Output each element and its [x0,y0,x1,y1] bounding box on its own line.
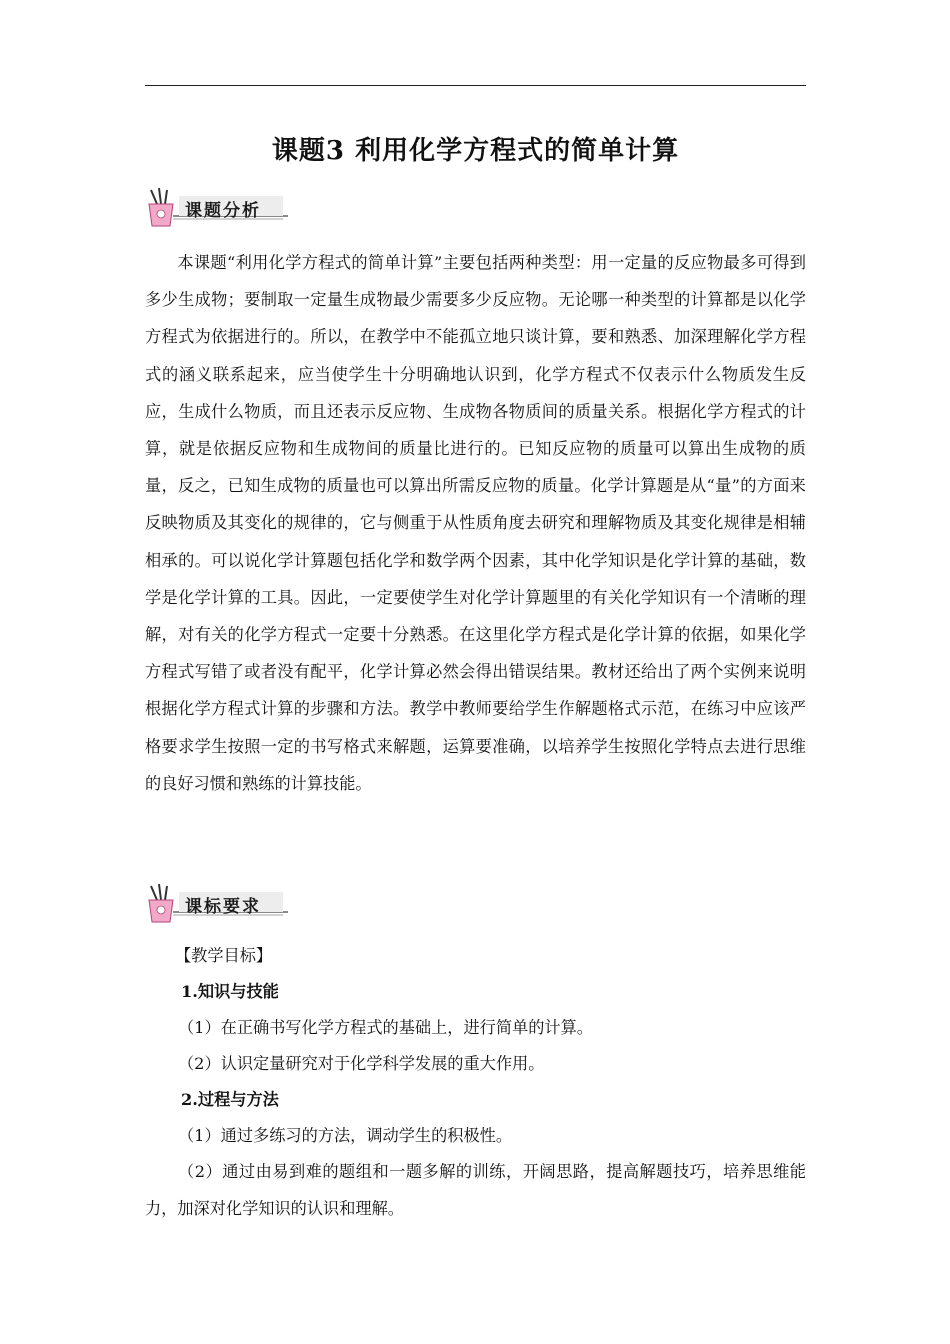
section-label-requirements: 课标要求 [185,897,261,917]
goals-heading: 【教学目标】 [175,946,273,965]
process-heading: 2.过程与方法 [181,1090,279,1109]
section-label-analysis: 课题分析 [185,201,261,221]
analysis-paragraph: 本课题“利用化学方程式的简单计算”主要包括两种类型：用一定量的反应物最多可得到多少生成物；要制取一定量生成物最少需要多少反应物。无论哪一种类型的计算都是以化学方程式为依据进行的。所以，在教学中不能孤立地只谈计算，要和熟悉、加深理解化学方程式的涵义联系起来，应当使学生十分明确地认识到，化学方程式不仅表示什么物质发生反应，生成什么物质，而且还表示反应物、生成物各物质间的质量关系。根据化学方程式的计算，就是依据反应物和生成物间的质量比进行的。已知反应物的质量可以算出生成物的质量，反之，已知生成物的质量也可以算出所需反应物的质量。化学计算题是从“量”的方面来反映物质及其变化的规律的，它与侧重于从性质角度去研究和理解物质及其变化规律是相辅相承的。可以说化学计算题包括化学和数学两个因素，其中化学知识是化学计算的基础，数学是化学计算的工具。因此，一定要使学生对化学计算题里的有关化学知识有一个清晰的理解，对有关的化学方程式一定要十分熟悉。在这里化学方程式是化学计算的依据，如果化学方程式写错了或者没有配平，化学计算必然会得出错误结果。教材还给出了两个实例来说明根据化学方程式计算的步骤和方法。教学中教师要给学生作解题格式示范，在练习中应该严格要求学生按照一定的书写格式来解题，运算要准确，以培养学生按照化学特点去进行思维的良好习惯和熟练的计算技能。 [145,253,806,793]
page-title: 课题3 利用化学方程式的简单计算 [271,136,680,166]
section-header-requirements [143,882,293,926]
process-item-2: （2）通过由易到难的题组和一题多解的训练，开阔思路，提高解题技巧，培养思维能力，加深对化学知识的认识和理解。 [145,1162,806,1218]
section-header-analysis [143,186,293,230]
knowledge-item-1: （1）在正确书写化学方程式的基础上，进行简单的计算。 [178,1018,593,1037]
header-rule [145,85,806,86]
knowledge-heading: 1.知识与技能 [181,982,279,1001]
process-item-1: （1）通过多练习的方法，调动学生的积极性。 [178,1126,513,1145]
knowledge-item-2: （2）认识定量研究对于化学科学发展的重大作用。 [178,1054,545,1073]
